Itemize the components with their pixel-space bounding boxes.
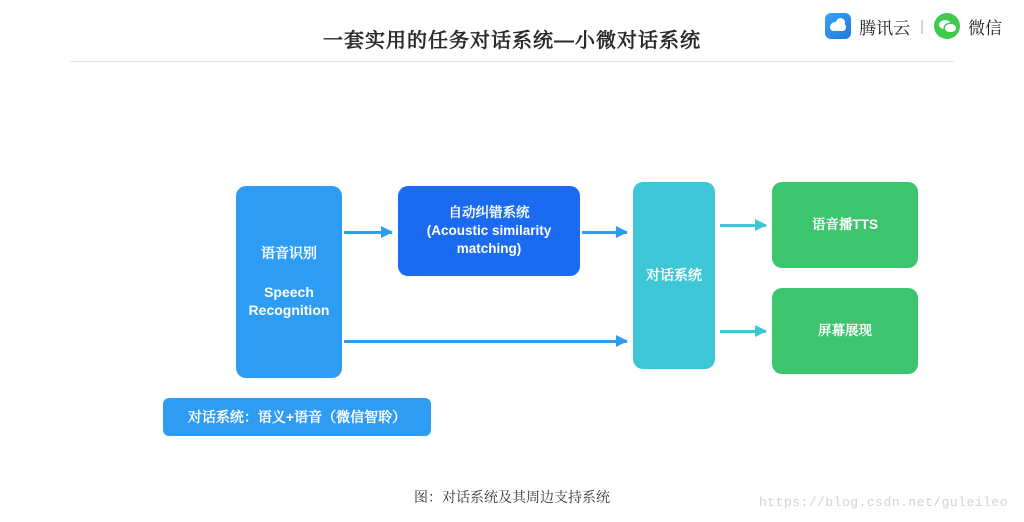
node-speech-recognition-en1: Speech (264, 283, 314, 300)
arrow-head (755, 219, 767, 231)
tencent-cloud-icon (825, 13, 851, 39)
arrow-dialog-to-screen (720, 330, 766, 333)
page-title: 一套实用的任务对话系统—小微对话系统 (323, 30, 701, 52)
node-tts-label: 语音播TTS (812, 216, 878, 232)
node-dialog-system (633, 182, 715, 369)
node-auto-correction-line1: 自动纠错系统 (448, 204, 530, 220)
arrow-dialog-to-tts (720, 224, 766, 227)
arrow-asr-to-dialog (344, 340, 627, 343)
brand-separator: | (920, 17, 924, 35)
arrow-head (616, 226, 628, 238)
node-tts (772, 182, 918, 268)
node-auto-correction (398, 186, 580, 276)
node-speech-recognition-cn: 语音识别 (261, 244, 317, 261)
arrow-line (344, 340, 627, 343)
arrow-correction-to-dialog (582, 231, 627, 234)
header-divider (70, 61, 954, 62)
brand-cloud-label: 腾讯云 (859, 18, 911, 38)
arrow-head (616, 335, 628, 347)
slide-header (0, 0, 1024, 62)
node-screen-display-label: 屏幕展现 (818, 322, 872, 338)
node-auto-correction-line3: matching) (456, 241, 522, 257)
node-speech-recognition (236, 186, 342, 378)
arrow-head (381, 226, 393, 238)
arrow-asr-to-correction (344, 231, 392, 234)
watermark-text: https://blog.csdn.net/guleileo (758, 495, 1008, 510)
node-dialog-system-stack-label: 对话系统：语义+语音（微信智聆） (187, 408, 407, 425)
wechat-icon (934, 13, 960, 39)
node-auto-correction-line2: (Acoustic similarity (426, 222, 552, 238)
figure-caption: 图：对话系统及其周边支持系统 (414, 489, 610, 505)
node-screen-display (772, 288, 918, 374)
brand-cluster (825, 13, 1002, 39)
node-dialog-system-stack (163, 398, 431, 436)
node-speech-recognition-en2: Recognition (248, 302, 330, 319)
arrow-head (755, 325, 767, 337)
brand-wechat-label: 微信 (968, 18, 1002, 38)
node-dialog-system-label: 对话系统 (646, 267, 702, 284)
